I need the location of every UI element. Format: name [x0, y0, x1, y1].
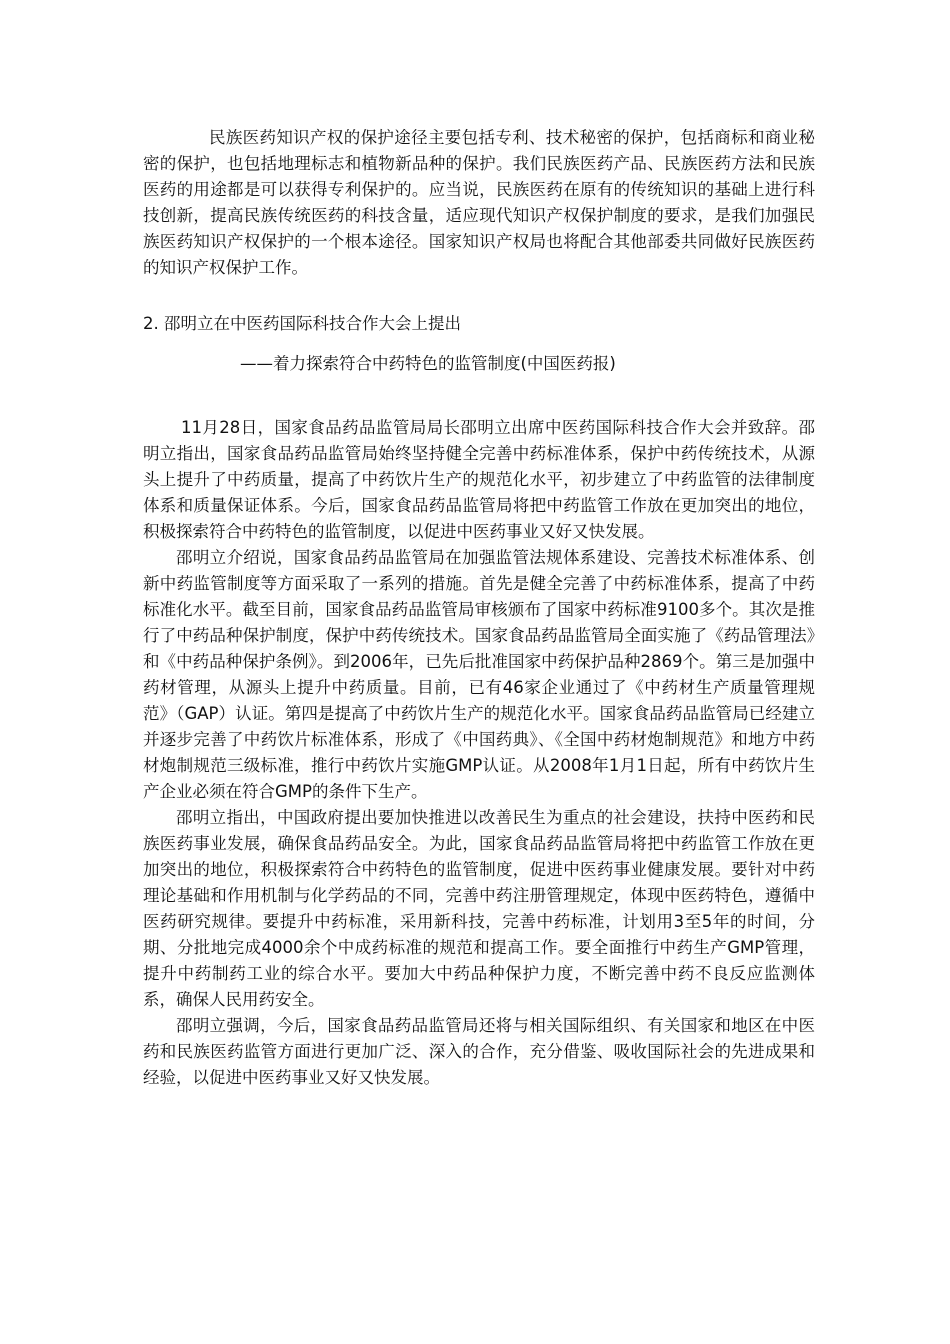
document-page: [143, 125, 815, 1091]
body-paragraph-4: 邵明立强调，今后，国家食品药品监管局还将与相关国际组织、有关国家和地区在中医药和民族医药监管方面进行更加广泛、深入的合作，充分借鉴、吸收国际社会的先进成果和经验，以促进中医药事业又好又快发展。: [143, 1016, 815, 1087]
body-paragraph-2: 邵明立介绍说，国家食品药品监管局在加强监管法规体系建设、完善技术标准体系、创新中药监管制度等方面采取了一系列的措施。首先是健全完善了中药标准体系，提高了中药标准化水平。截至目前，国家食品药品监管局审核颁布了国家中药标准9100多个。其次是推行了中药品种保护制度，保护中药传统技术。国家食品药品监管局全面实施了《药品管理法》和《中药品种保护条例》。到2006年，已先后批准国家中药保护品种2869个。第三是加强中药材管理，从源头上提升中药质量。目前，已有46家企业通过了《中药材生产质量管理规范》（GAP）认证。第四是提高了中药饮片生产的规范化水平。国家食品药品监管局已经建立并逐步完善了中药饮片标准体系，形成了《中国药典》、《全国中药材炮制规范》和地方中药材炮制规范三级标准，推行中药饮片实施GMP认证。从2008年1月1日起，所有中药饮片生产企业必须在符合GMP的条件下生产。: [143, 548, 815, 801]
section-subheading: ——着力探索符合中药特色的监管制度(中国医药报): [240, 354, 616, 373]
spacer: [143, 377, 815, 415]
section-heading: 2. 邵明立在中医药国际科技合作大会上提出: [143, 314, 461, 333]
intro-paragraph: 民族医药知识产权的保护途径主要包括专利、技术秘密的保护，包括商标和商业秘密的保护，也包括地理标志和植物新品种的保护。我们民族医药产品、民族医药方法和民族医药的用途都是可以获得专利保护的。应当说，民族医药在原有的传统知识的基础上进行科技创新，提高民族传统医药的科技含量，适应现代知识产权保护制度的要求，是我们加强民族医药知识产权保护的一个根本途径。国家知识产权局也将配合其他部委共同做好民族医药的知识产权保护工作。: [143, 128, 815, 277]
body-paragraph-3: 邵明立指出，中国政府提出要加快推进以改善民生为重点的社会建设，扶持中医药和民族医药事业发展，确保食品药品安全。为此，国家食品药品监管局将把中药监管工作放在更加突出的地位，积极探索符合中药特色的监管制度，促进中医药事业健康发展。要针对中药理论基础和作用机制与化学药品的不同，完善中药注册管理规定，体现中医药特色，遵循中医药研究规律。要提升中药标准，采用新科技，完善中药标准，计划用3至5年的时间，分期、分批地完成4000余个中成药标准的规范和提高工作。要全面推行中药生产GMP管理，提升中药制药工业的综合水平。要加大中药品种保护力度，不断完善中药不良反应监测体系，确保人民用药安全。: [143, 808, 815, 1009]
body-paragraph-1: 11月28日，国家食品药品监管局局长邵明立出席中医药国际科技合作大会并致辞。邵明立指出，国家食品药品监管局始终坚持健全完善中药标准体系，保护中药传统技术，从源头上提升了中药质量，提高了中药饮片生产的规范化水平，初步建立了中药监管的法律制度体系和质量保证体系。今后，国家食品药品监管局将把中药监管工作放在更加突出的地位，积极探索符合中药特色的监管制度，以促进中医药事业又好又快发展。: [143, 418, 815, 541]
